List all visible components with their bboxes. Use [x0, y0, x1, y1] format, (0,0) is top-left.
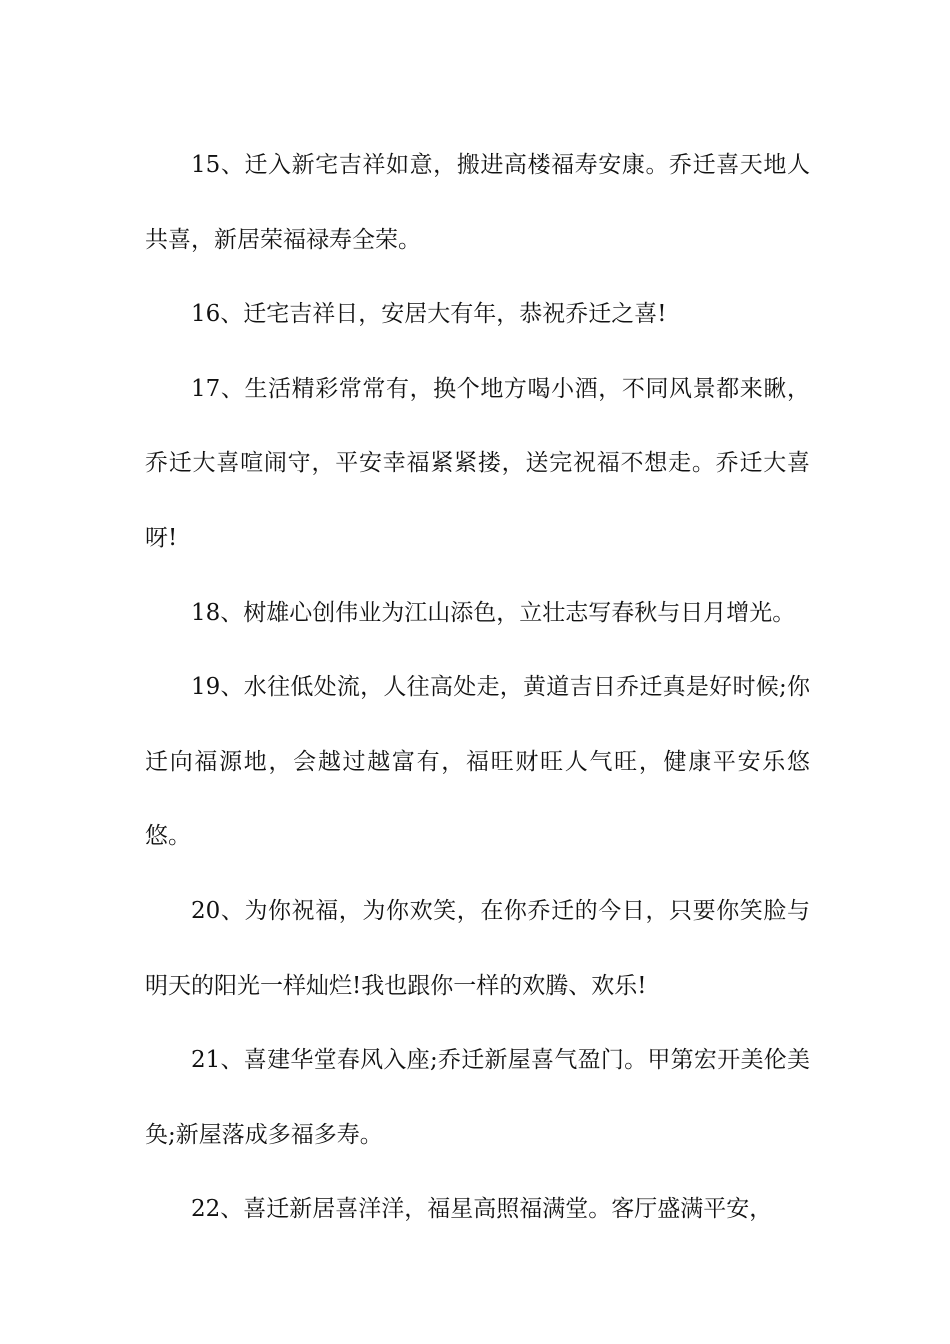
paragraph-19: 19、水往低处流，人往高处走，黄道吉日乔迁真是好时候;你迁向福源地，会越过越富有，福旺财旺人气旺，健康平安乐悠悠。 — [145, 674, 810, 850]
paragraph-15: 15、迁入新宅吉祥如意，搬进高楼福寿安康。乔迁喜天地人共喜，新居荣福禄寿全荣。 — [145, 152, 810, 253]
paragraph-20: 20、为你祝福，为你欢笑，在你乔迁的今日，只要你笑脸与明天的阳光一样灿烂!我也跟你一样的欢腾、欢乐! — [145, 897, 810, 999]
paragraph-21: 21、喜建华堂春风入座;乔迁新屋喜气盈门。甲第宏开美伦美奂;新屋落成多福多寿。 — [145, 1047, 810, 1148]
paragraph-16: 16、迁宅吉祥日，安居大有年，恭祝乔迁之喜! — [191, 301, 667, 328]
document-body — [145, 128, 810, 1247]
paragraph-18: 18、树雄心创伟业为江山添色，立壮志写春秋与日月增光。 — [191, 599, 796, 626]
paragraph-22: 22、喜迁新居喜洋洋，福星高照福满堂。客厅盛满平安， — [191, 1196, 773, 1223]
paragraph-17: 17、生活精彩常常有，换个地方喝小酒，不同风景都来瞅，乔迁大喜喧闹守，平安幸福紧紧搂，送完祝福不想走。乔迁大喜呀! — [145, 375, 810, 551]
